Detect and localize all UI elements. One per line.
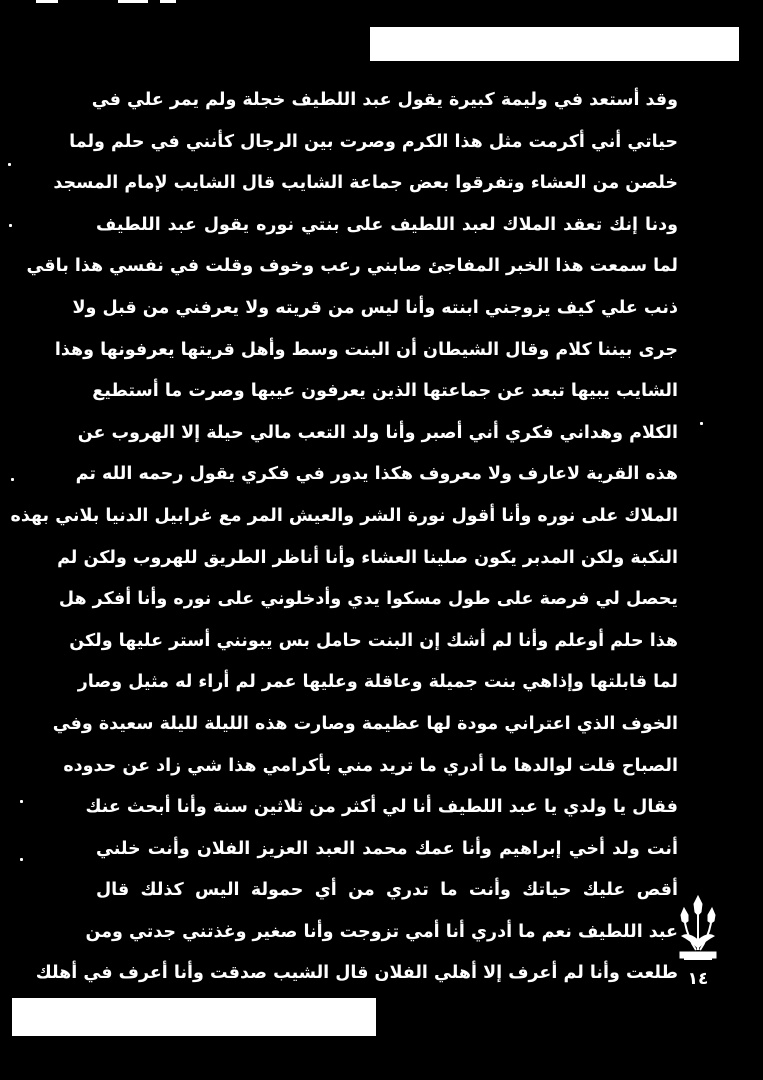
text-line: هذا حلم أوعلم وأنا لم أشك إن البنت حامل بس يبونني أستر عليها ولكن [69, 630, 678, 651]
text-line: لما قابلتها وإذاهي بنت جميلة وعاقلة وعليها عمر لم أراء له مثيل وصار [77, 672, 678, 693]
scan-artifact-top-a [36, 0, 58, 3]
scan-speck [700, 422, 703, 425]
text-line: الملاك على نوره وأنا أقول نورة الشر والعيش المر مع غرابيل الدنيا بلاني بهذه [10, 505, 678, 526]
text-line: وقد أستعد في وليمة كبيرة يقول عبد اللطيف خجلة ولم يمر علي في [91, 90, 678, 110]
text-line: ودنا إنك تعقد الملاك لعبد اللطيف على بنتي نوره يقول عبد اللطيف [96, 214, 678, 235]
text-line: يحصل لي فرصة على طول مسكوا يدي وأدخلوني على نوره وأنا أفكر هل [58, 589, 678, 610]
text-line: الخوف الذي اعتراني مودة لها عظيمة وصارت هذه الليلة لليلة سعيدة وفي [52, 713, 678, 734]
scan-speck [11, 478, 14, 481]
text-line: الكلام وهداني فكري أني أصبر وأنا ولد التعب مالي حيلة إلا الهروب عن [77, 422, 678, 443]
text-line: أقص عليك حياتك وأنت ما تدري من أي حمولة اليس كذلك قال [96, 880, 678, 901]
page-body-text [10, 80, 678, 995]
scan-speck [20, 858, 23, 861]
text-line: حياتي أني أكرمت مثل هذا الكرم وصرت بين الرجال كأنني في حلم ولما [69, 131, 678, 152]
page-number: ١٤ [687, 969, 709, 989]
text-line: هذه القرية لاعارف ولا معروف هكذا يدور في فكري يقول رحمه الله تم [75, 464, 678, 485]
redaction-box-top [370, 27, 739, 61]
text-line: طلعت وأنا لم أعرف إلا أهلي الفلان قال الشيب صدقت وأنا أعرف في أهلك [35, 963, 678, 984]
tulip-ornament-icon [676, 890, 720, 966]
text-line: فقال يا ولدي يا عبد اللطيف أنا لي أكثر من ثلاثين سنة وأنا أبحث عنك [85, 797, 678, 818]
text-line: النكبة ولكن المدبر يكون صلينا العشاء وأنا أناظر الطريق للهروب ولكن لم [57, 547, 678, 568]
scan-speck [20, 800, 23, 803]
scan-artifact-top-c [160, 0, 176, 3]
redaction-box-bottom [12, 998, 376, 1036]
text-line: خلصن من العشاء وتفرقوا بعض جماعة الشايب قال الشايب لإمام المسجد [53, 173, 678, 194]
text-line: عبد اللطيف نعم ما أدري أنا أمي تزوجت وأنا صغير وغذتني جدتي ومن [85, 921, 678, 942]
text-line: الشايب يبيها تبعد عن جماعتها الذين يعرفون عيبها وصرت ما أستطيع [92, 381, 678, 402]
text-line: أنت ولد أخي إبراهيم وأنا عمك محمد العبد العزيز الفلان وأنت خلني [96, 838, 678, 859]
text-line: الصباح قلت لوالدها ما أدري ما تريد مني بأكرامي هذا شي زاد عن حدوده [63, 755, 678, 776]
text-line: ذنب علي كيف يزوجني ابنته وأنا ليس من قريته ولا يعرفني من قبل ولا [72, 297, 678, 318]
scan-artifact-top-b [118, 0, 148, 3]
scan-speck [8, 163, 11, 166]
text-line: جرى بيننا كلام وقال الشيطان أن البنت وسط وأهل قريتها يعرفونها وهذا [54, 339, 678, 360]
text-line: لما سمعت هذا الخبر المفاجئ صابني رعب وخوف وقلت في نفسي هذا باقي [26, 256, 678, 277]
scan-speck [9, 224, 12, 227]
